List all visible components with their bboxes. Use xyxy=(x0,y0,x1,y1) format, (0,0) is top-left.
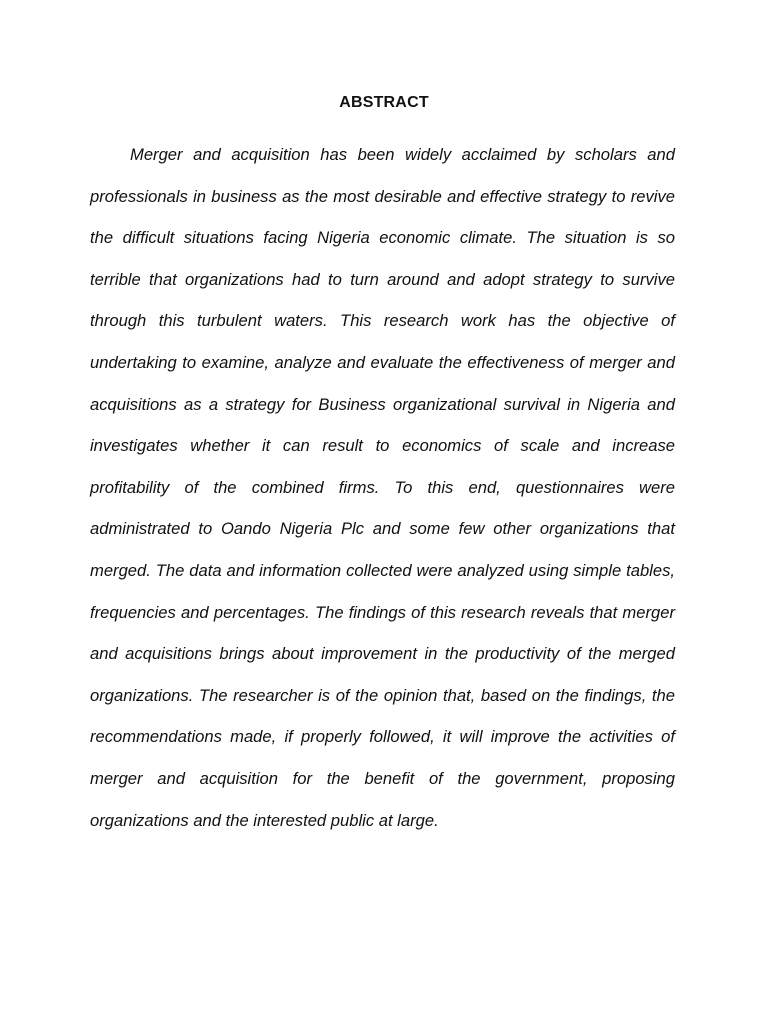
abstract-heading: ABSTRACT xyxy=(339,94,429,111)
abstract-paragraph: Merger and acquisition has been widely acclaimed by scholars and professionals in business as the most desirable and effective strategy to revive the difficult situations facing Nigeria economic climate. The situation is so terrible that organizations had to turn around and adopt strategy to survive through this turbulent waters. This research work has the objective of undertaking to examine, analyze and evaluate the effectiveness of merger and acquisitions as a strategy for Business organizational survival in Nigeria and investigates whether it can result to economics of scale and increase profitability of the combined firms. To this end, questionnaires were administrated to Oando Nigeria Plc and some few other organizations that merged. The data and information collected were analyzed using simple tables, frequencies and percentages. The findings of this research reveals that merger and acquisitions brings about improvement in the productivity of the merged organizations. The researcher is of the opinion that, based on the findings, the recommendations made, if properly followed, it will improve the activities of merger and acquisition for the benefit of the government, proposing organizations and the interested public at large. xyxy=(90,145,675,830)
